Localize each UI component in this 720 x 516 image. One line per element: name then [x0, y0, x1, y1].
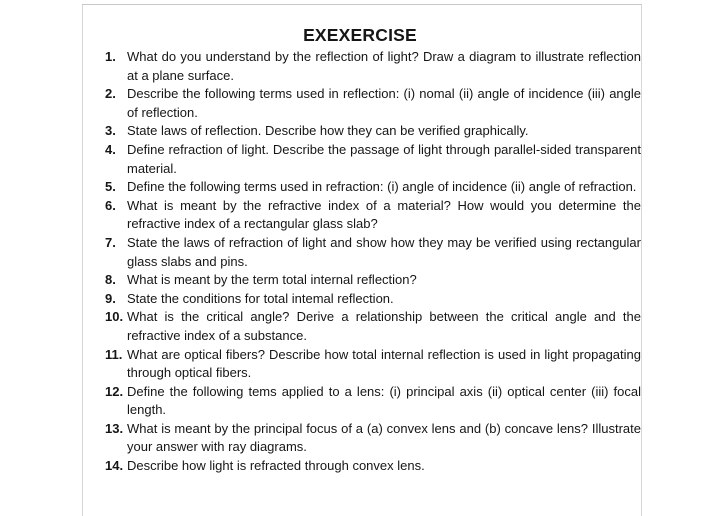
question-item [105, 141, 641, 178]
exercise-title: EXEXERCISE [303, 25, 417, 45]
question-item [105, 290, 641, 309]
question-text: Describe the following terms used in reflection: (i) nomal (ii) angle of incidence (iii) angle of reflection. [127, 86, 641, 120]
question-number: 13. [105, 420, 124, 436]
question-number: 1. [105, 49, 116, 64]
question-number: 7. [105, 234, 116, 250]
question-text: State the laws of refraction of light and show how they may be verified using rectangular glass slabs and pins. [127, 234, 641, 269]
question-number: 14. [105, 458, 124, 474]
question-number: 8. [105, 272, 116, 288]
page-left-border [82, 5, 83, 516]
question-item [105, 48, 641, 85]
question-number: 10. [105, 309, 124, 325]
question-text: What is the critical angle? Derive a relationship between the critical angle and the refractive index of a substance. [127, 309, 641, 343]
question-text: Define the following tems applied to a lens: (i) principal axis (ii) optical center (iii) focal length. [127, 383, 641, 418]
question-item [105, 234, 641, 271]
question-item [105, 308, 641, 345]
question-text: What do you understand by the reflection of light? Draw a diagram to illustrate reflection at a plane surface. [127, 49, 641, 83]
question-text: Define the following terms used in refraction: (i) angle of incidence (ii) angle of refraction. [127, 179, 637, 195]
question-number: 11. [105, 346, 123, 362]
question-item [105, 383, 641, 420]
question-list [105, 48, 641, 476]
question-item [105, 197, 641, 234]
question-number: 6. [105, 197, 116, 213]
question-number: 2. [105, 86, 116, 102]
question-item [105, 420, 641, 457]
question-text: Describe how light is refracted through convex lens. [127, 458, 425, 474]
question-text: What is meant by the refractive index of a material? How would you determine the refractive index of a rectangular glass slab? [127, 197, 641, 232]
question-number: 4. [105, 141, 116, 157]
question-number: 5. [105, 179, 116, 195]
question-item [105, 457, 641, 476]
question-number: 12. [105, 383, 124, 399]
question-text: State the conditions for total intemal reflection. [127, 290, 394, 306]
question-text: What is meant by the principal focus of a (a) convex lens and (b) concave lens? Illustrate your answer with ray diagrams. [127, 420, 641, 455]
question-number: 3. [105, 123, 116, 139]
question-text: What is meant by the term total internal reflection? [127, 272, 417, 288]
question-text: What are optical fibers? Describe how total internal reflection is used in light propagating through optical fibers. [127, 346, 641, 381]
question-text: Define refraction of light. Describe the passage of light through parallel-sided transparent material. [127, 141, 641, 176]
question-item [105, 271, 641, 290]
page-top-border [82, 4, 642, 5]
question-number: 9. [105, 290, 116, 306]
question-item [105, 85, 641, 122]
page-right-border [641, 5, 642, 516]
question-item [105, 122, 641, 141]
question-item [105, 178, 641, 197]
question-item [105, 346, 641, 383]
question-text: State laws of reflection. Describe how they can be verified graphically. [127, 123, 529, 139]
